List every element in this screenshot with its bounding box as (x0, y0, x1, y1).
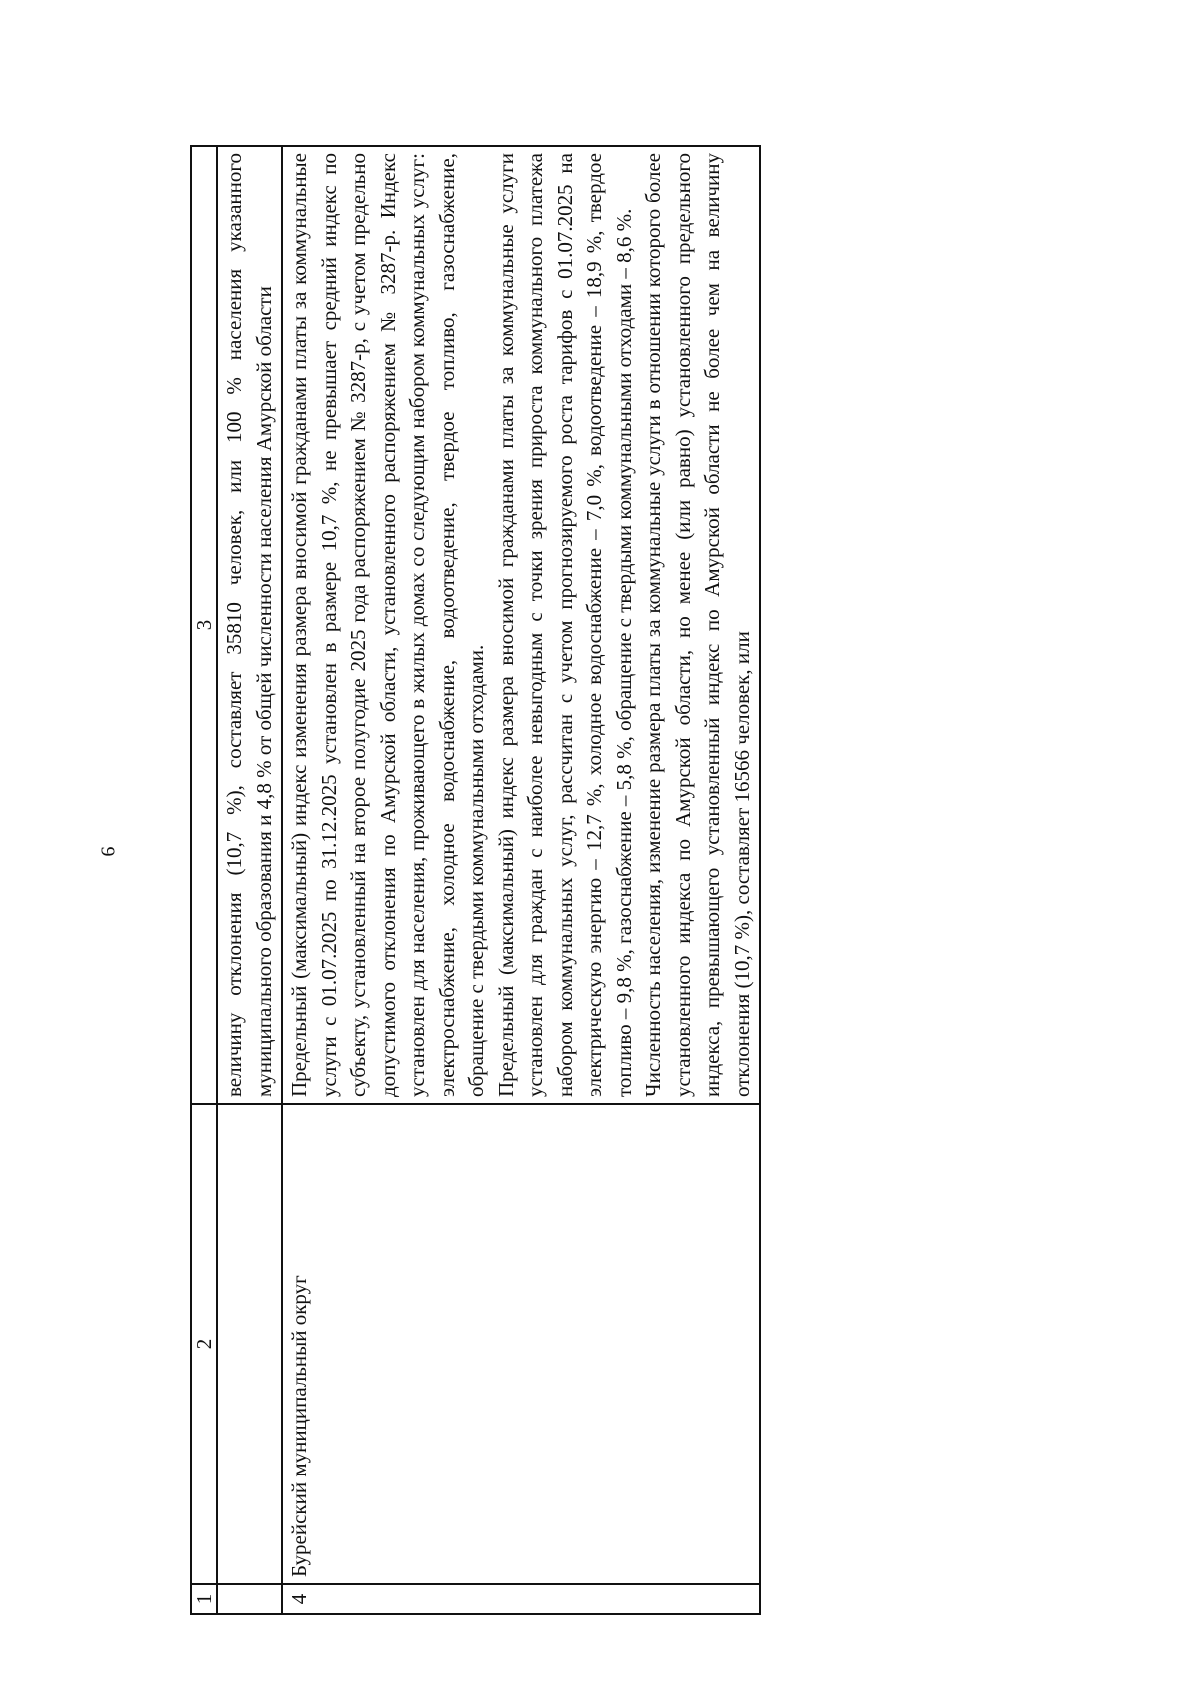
page-number: 9 (96, 846, 119, 857)
cell-description (282, 146, 760, 1104)
data-table (190, 145, 761, 1615)
cell-name-empty (217, 1104, 282, 1584)
table-row (282, 146, 760, 1614)
rotated-document (190, 145, 1200, 1615)
paragraph-calculation: Предельный (максимальный) индекс размера вносимой гражданами платы за коммунальные услуги установлен для граждан с наиболее невыгодным с точки зрения прироста коммунального платежа набором коммунальных услуг, рассчитан с учетом прогнозируемого роста тарифов с 01.07.2025 на электрическую энергию – 12,7 %, холодное водоснабжение – 7,0 %, водоотведение – 18,9 %, твердое топливо – 9,8 %, газоснабжение – 5,8 %, обращение с твердыми коммунальными отходами – 8,6 %. (493, 153, 636, 1097)
continuation-paragraph: величину отклонения (10,7 %), составляет 35810 человек, или 100 % населения указанного муниципального образования и 4,8 % от общей численности населения Амурской области (222, 153, 276, 1097)
cell-municipality-name: Бурейский муниципальный округ (282, 1104, 760, 1584)
cell-row-number: 4 (282, 1584, 760, 1614)
header-col-2: 2 (191, 1104, 217, 1584)
header-col-1: 1 (191, 1584, 217, 1614)
header-col-3: 3 (191, 146, 217, 1104)
table-row-continuation (217, 146, 282, 1614)
table-header-row (191, 146, 217, 1614)
paragraph-population: Численность населения, изменение размера платы за коммунальные услуги в отношении которого более установленного индекса по Амурской области, но менее (или равно) установленного предельного индекса, превышающего установленный индекс по Амурской области не более чем на величину отклонения (10,7 %), составляет 16566 человек, или (641, 153, 754, 1097)
cell-num-empty (217, 1584, 282, 1614)
cell-continuation-text (217, 146, 282, 1104)
paragraph-index: Предельный (максимальный) индекс изменения размера вносимой гражданами платы за коммунальные услуги с 01.07.2025 по 31.12.2025 установлен в размере 10,7 %, не превышает средний индекс по субъекту, установленный на второе полугодие 2025 года распоряжением № 3287-р, с учетом предельно допустимого отклонения по Амурской области, установленного распоряжением № 3287-р. Индекс установлен для населения, проживающего в жилых домах со следующим набором коммунальных услуг: электроснабжение, холодное водоснабжение, водоотведение, твердое топливо, газоснабжение, обращение с твердыми коммунальными отходами. (287, 153, 488, 1097)
